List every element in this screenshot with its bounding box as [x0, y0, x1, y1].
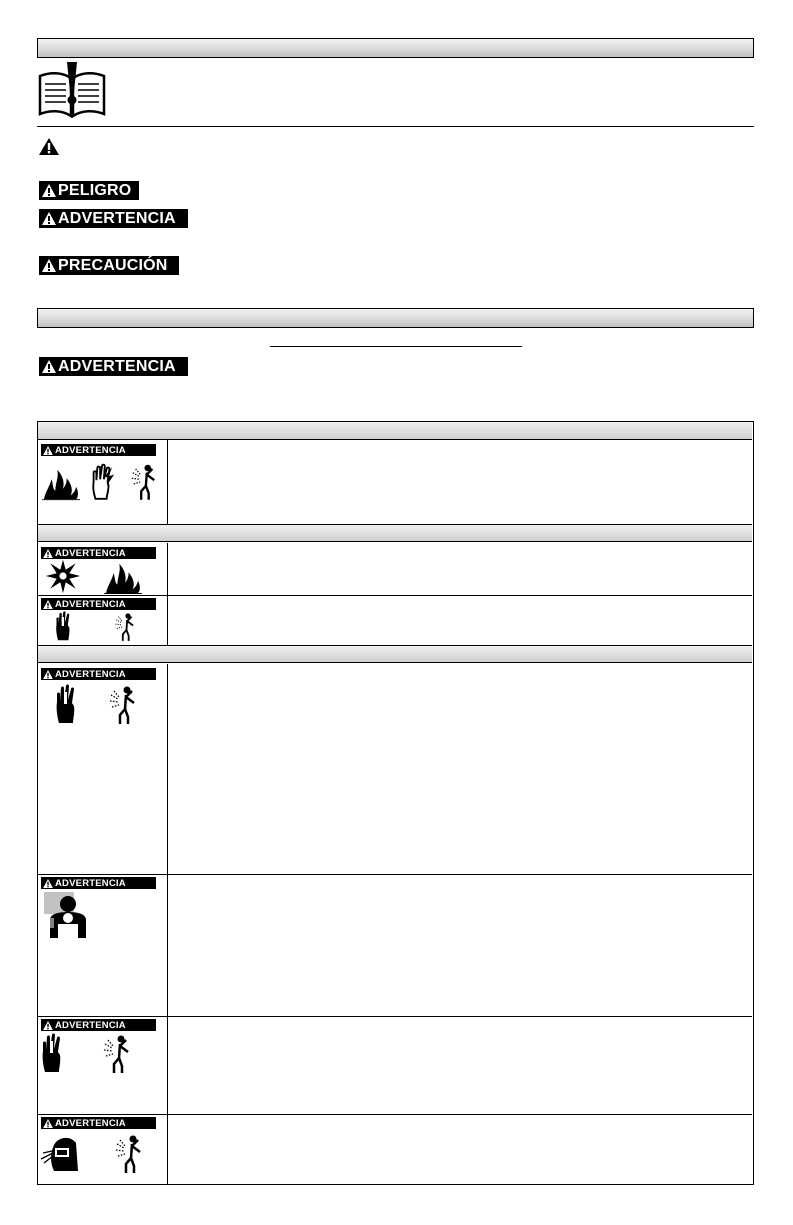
electric-shock-icon — [88, 462, 116, 502]
hand-hazard-icon — [40, 1033, 66, 1073]
row-signal-label — [41, 1117, 156, 1129]
row-signal-text: ADVERTENCIA — [55, 547, 126, 559]
row-signal-label — [41, 444, 156, 456]
row-signal-label — [41, 1019, 156, 1031]
general-warning-alert-icon — [42, 360, 56, 373]
row-signal-text: ADVERTENCIA — [55, 877, 126, 889]
personal-injury-icon — [130, 462, 158, 502]
table-row-divider — [38, 595, 752, 596]
table-row-divider — [38, 1016, 752, 1017]
personal-injury-icon — [108, 684, 138, 726]
eye-injury-icon — [40, 1133, 80, 1173]
row-signal-text: ADVERTENCIA — [55, 1117, 126, 1129]
row-alert-icon — [43, 549, 53, 558]
warning-signal-label — [39, 209, 188, 228]
explosion-icon — [44, 558, 82, 594]
personal-injury-icon — [114, 612, 136, 642]
table-column-divider — [167, 664, 168, 1184]
row-alert-icon — [43, 879, 53, 888]
section-header-bar-1 — [37, 38, 754, 58]
table-category-row-1 — [38, 422, 752, 440]
caution-alert-icon — [42, 259, 56, 272]
row-alert-icon — [43, 1021, 53, 1030]
row-signal-text: ADVERTENCIA — [55, 598, 126, 610]
warning-alert-icon — [42, 212, 56, 225]
hand-hazard-icon — [54, 611, 74, 641]
warning-signal-text: ADVERTENCIA — [58, 209, 176, 227]
danger-signal-text: PELIGRO — [58, 181, 132, 199]
table-column-divider — [167, 543, 168, 645]
fire-icon — [104, 562, 142, 594]
alert-triangle-icon — [38, 137, 60, 156]
personal-injury-icon — [102, 1033, 132, 1075]
read-manual-icon — [38, 62, 106, 118]
table-row-divider — [38, 874, 752, 875]
row-signal-label — [41, 668, 156, 680]
hand-hazard-icon — [54, 684, 80, 724]
danger-alert-icon — [42, 184, 56, 197]
table-category-row-2 — [38, 524, 752, 542]
table-column-divider — [167, 440, 168, 524]
fire-icon — [42, 467, 80, 501]
personal-injury-icon — [114, 1133, 144, 1175]
general-warning-signal-label — [39, 357, 188, 376]
row-signal-text: ADVERTENCIA — [55, 444, 126, 456]
row-alert-icon — [43, 600, 53, 609]
section-header-bar-2 — [37, 308, 754, 328]
caution-signal-text: PRECAUCIÓN — [58, 256, 168, 274]
row-signal-text: ADVERTENCIA — [55, 668, 126, 680]
row-signal-label — [41, 598, 156, 610]
row-signal-text: ADVERTENCIA — [55, 1019, 126, 1031]
general-warning-signal-text: ADVERTENCIA — [58, 357, 176, 375]
table-row-divider — [38, 1114, 752, 1115]
section-divider — [37, 126, 754, 127]
respiratory-hazard-icon — [44, 892, 94, 938]
row-alert-icon — [43, 446, 53, 455]
safety-table — [37, 421, 754, 1185]
row-signal-label — [41, 877, 156, 889]
row-alert-icon — [43, 670, 53, 679]
row-alert-icon — [43, 1119, 53, 1128]
danger-signal-label — [39, 181, 139, 200]
table-category-row-3 — [38, 645, 752, 663]
title-underline — [270, 346, 522, 347]
caution-signal-label — [39, 256, 179, 275]
